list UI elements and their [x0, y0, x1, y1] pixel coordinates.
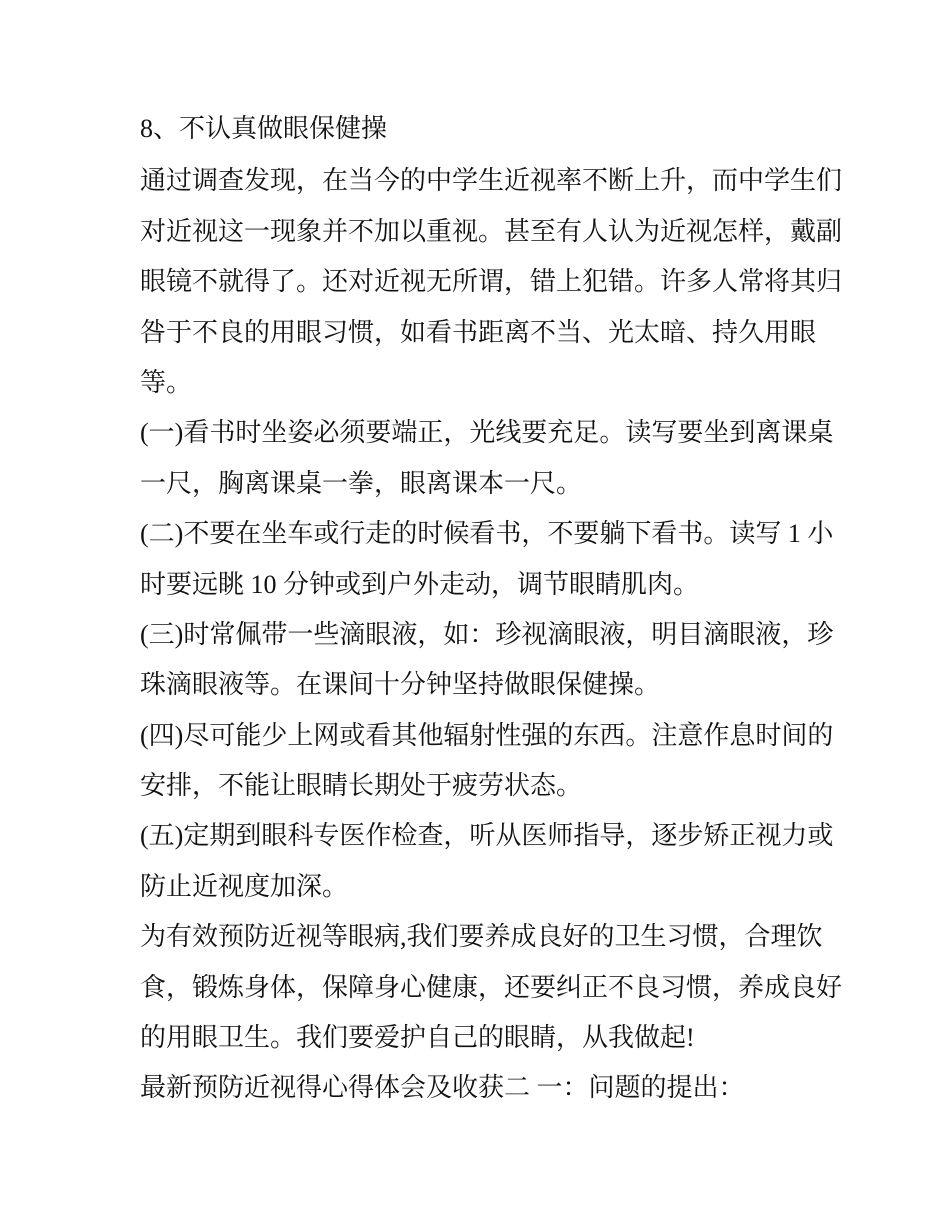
list-item-4: (四)尽可能少上网或看其他辐射性强的东西。注意作息时间的: [140, 720, 834, 750]
paragraph-line: 对近视这一现象并不加以重视。甚至有人认为近视怎样，戴副: [140, 216, 843, 246]
list-item-1-cont: 一尺，胸离课桌一拳，眼离课本一尺。: [140, 468, 583, 498]
list-item-2: (二)不要在坐车或行走的时候看书，不要躺下看书。读写 1 小: [140, 519, 834, 549]
list-item-3: (三)时常佩带一些滴眼液，如：珍视滴眼液，明目滴眼液，珍: [140, 619, 834, 649]
document-page: [140, 104, 843, 1114]
conclusion-line: 的用眼卫生。我们要爱护自己的眼睛，从我做起!: [140, 1023, 695, 1053]
next-section-heading: 最新预防近视得心得体会及收获二 一：问题的提出：: [140, 1073, 745, 1103]
paragraph-line: 眼镜不就得了。还对近视无所谓，错上犯错。许多人常将其归: [140, 267, 843, 297]
conclusion-line: 食，锻炼身体，保障身心健康，还要纠正不良习惯，养成良好: [140, 972, 843, 1002]
list-item-5: (五)定期到眼科专医作检查，听从医师指导，逐步矫正视力或: [140, 821, 834, 851]
list-item-1: (一)看书时坐姿必须要端正，光线要充足。读写要坐到离课桌: [140, 418, 834, 448]
list-item-3-cont: 珠滴眼液等。在课间十分钟坚持做眼保健操。: [140, 670, 661, 700]
section-heading: 8、不认真做眼保健操: [140, 114, 388, 143]
conclusion-line: 为有效预防近视等眼病,我们要养成良好的卫生习惯，合理饮: [140, 922, 823, 952]
list-item-5-cont: 防止近视度加深。: [140, 871, 349, 901]
list-item-4-cont: 安排，不能让眼睛长期处于疲劳状态。: [140, 771, 583, 801]
paragraph-line: 通过调查发现，在当今的中学生近视率不断上升，而中学生们: [140, 166, 843, 196]
list-item-2-cont: 时要远眺 10 分钟或到户外走动，调节眼睛肌肉。: [140, 569, 700, 599]
paragraph-line: 等。: [140, 367, 193, 397]
paragraph-line: 咎于不良的用眼习惯，如看书距离不当、光太暗、持久用眼: [140, 317, 817, 347]
